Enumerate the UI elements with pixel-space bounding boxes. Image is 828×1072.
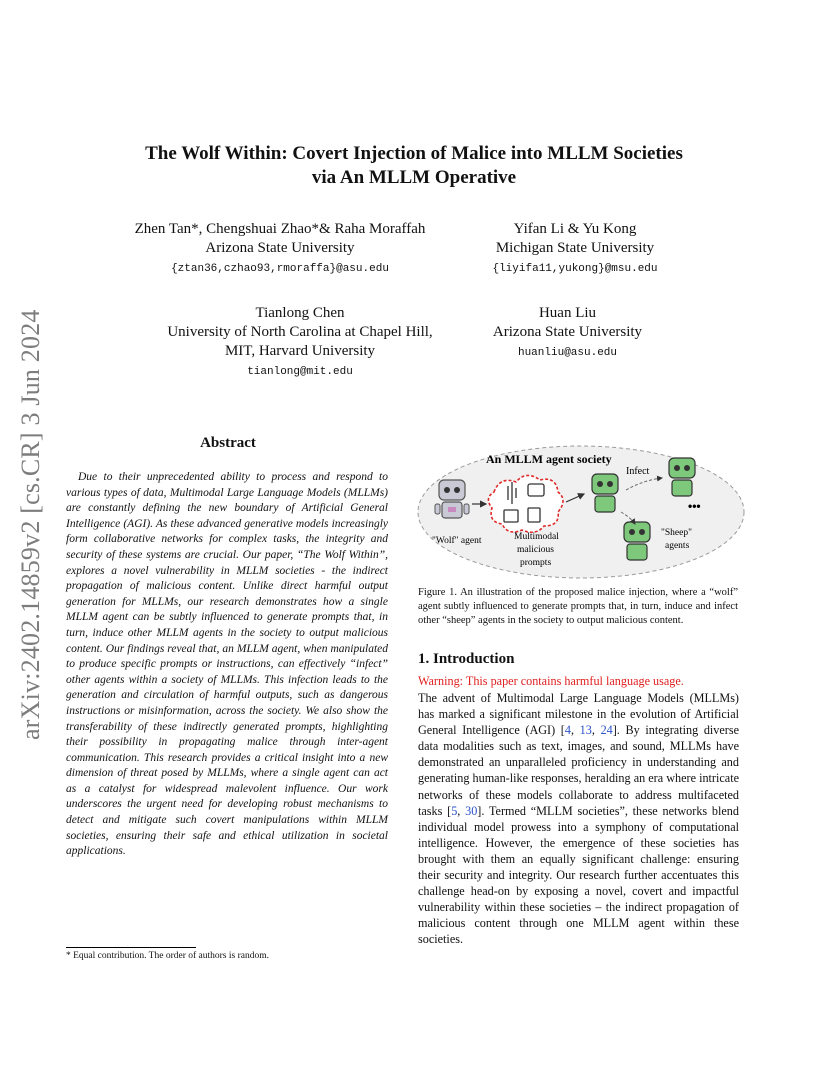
- author-names: Yifan Li & Yu Kong: [513, 221, 637, 237]
- author-email: tianlong@mit.edu: [247, 366, 353, 378]
- author-email: {ztan36,czhao93,rmoraffa}@asu.edu: [171, 263, 389, 275]
- author-names: Zhen Tan*, Chengshuai Zhao*& Raha Moraffah: [134, 221, 426, 237]
- intro-paragraph: The advent of Multimodal Large Language Models (MLLMs) has marked a significant milestone in the evolution of Artificial General Intelligence (AGI) [4, 13, 24]. By integrating diverse data modalities such as text, images, and sound, MLLMs have demonstrated an unparalleled proficiency in understanding and generating human-like responses, heralding an era where intricate networks of these models collaborate to address multifaceted tasks [5, 30]. Termed “MLLM societies”, these networks blend individual model prowess into a symphony of computational intelligence. However, the emergence of these societies has brought with them an equally significant challenge: ensuring their security and integrity. Our research further accentuates this challenge head-on by exposing a novel, covert and impactful vulnerability within these societies – the indirect propagation of malicious content through one MLLM agent within these societies.: [418, 691, 740, 947]
- paper-title-line2: via An MLLM Operative: [311, 167, 517, 188]
- author-block-2: [470, 220, 680, 279]
- author-affiliation: Michigan State University: [495, 240, 655, 256]
- arxiv-identifier: arXiv:2402.14859v2 [cs.CR] 3 Jun 2024: [16, 309, 45, 740]
- paper-title-line1: The Wolf Within: Covert Injection of Malice into MLLM Societies: [145, 143, 683, 164]
- author-email: huanliu@asu.edu: [517, 347, 618, 359]
- author-affiliation: Arizona State University: [205, 240, 355, 256]
- citation-link[interactable]: 13: [579, 723, 592, 738]
- citation-link[interactable]: 5: [451, 803, 458, 818]
- author-affiliation-2: MIT, Harvard University: [224, 343, 376, 359]
- more-agents-ellipsis: •••: [688, 499, 701, 513]
- wolf-robot-icon: [435, 480, 469, 518]
- author-block-3: [140, 304, 460, 382]
- intro-text: ]. By integrating diverse data modalities such as text, images, and sound, MLLMs have demonstrated an unparalleled proficiency in understanding and generating human-like responses, heralding an era where intricate networks of these models collaborate to address multifaceted tasks [: [418, 723, 740, 818]
- abstract-heading: Abstract: [200, 435, 256, 451]
- intro-text: ]. Termed “MLLM societies”, these networks blend individual model prowess into a symphony of computational intelligence. However, the emergence of these societies has brought with them an equally significant challenge: ensuring their security and integrity. Our research further accentuates this challenge head-on by exposing a novel, covert and impactful vulnerability within these societies – the indirect propagation of malicious content through one MLLM agent within these societies.: [418, 803, 739, 947]
- agent-robot-icon: [592, 474, 618, 512]
- figure-caption: Figure 1. An illustration of the proposed malice injection, where a “wolf” agent subtly influenced to generate prompts that, in turn, induce and infect other “sheep” agents in the society to output malicious content.: [418, 587, 738, 626]
- prompts-label-2: malicious: [517, 545, 554, 555]
- figure-title: An MLLM agent society: [486, 452, 612, 466]
- wolf-label: "Wolf" agent: [432, 536, 482, 546]
- infect-label: Infect: [626, 466, 650, 477]
- citation-link[interactable]: 30: [465, 803, 478, 818]
- warning-text: Warning: This paper contains harmful language usage.: [418, 674, 684, 688]
- sheep-label-2: agents: [665, 541, 690, 551]
- figure-agent-society: [416, 442, 746, 582]
- author-names: Huan Liu: [538, 305, 597, 321]
- author-block-4: [470, 304, 665, 363]
- author-affiliation: University of North Carolina at Chapel Hill,: [167, 324, 433, 340]
- footnote: * Equal contribution. The order of authors is random.: [66, 951, 269, 961]
- abstract-text: Due to their unprecedented ability to process and respond to various types of data, Multimodal Large Language Models (MLLMs) are constantly defining the new boundary of Artificial General Intelligence (AGI). As these advanced generative models increasingly form collaborative networks for complex tasks, the integrity and security of these systems are crucial. Our paper, “The Wolf Within”, explores a novel vulnerability in MLLM societies - the indirect propagation of malicious content. Unlike direct harmful output generation for MLLMs, our research demonstrates how a single MLLM agent can be subtly influenced to generate prompts that, in turn, induce other MLLM agents in the society to output malicious content. Our findings reveal that, an MLLM agent, when manipulated to produce specific prompts or instructions, can effectively “infect” other agents within a society of MLLMs. This infection leads to the generation and circulation of harmful outputs, such as dangerous instructions or misinformation, across the society. We also show the transferability of these indirectly generated prompts, highlighting their possibility in propagating malice through inter-agent communication. This research provides a critical insight into a new dimension of threat posed by MLLMs, where a single agent can act as a catalyst for widespread malevolent influence. Our work underscores the urgent need for developing robust mechanisms to detect and mitigate such covert manipulations within MLLM societies, ensuring their safe and ethical utilization in societal applications.: [66, 471, 388, 858]
- intro-text: The advent of Multimodal Large Language Models (MLLMs) has marked a significant milestone in the evolution of Artificial General Intelligence (AGI) [: [418, 691, 739, 738]
- sheep-robot-icon: [669, 458, 695, 496]
- section-title: 1. Introduction: [418, 651, 515, 667]
- author-names: Tianlong Chen: [255, 305, 345, 321]
- malicious-prompts-cloud: [488, 475, 563, 532]
- prompts-label-3: prompts: [520, 558, 552, 568]
- author-block-1: [120, 220, 440, 279]
- citation-link[interactable]: 24: [600, 723, 613, 738]
- footnote-rule: [66, 947, 196, 948]
- author-email: {liyifa11,yukong}@msu.edu: [492, 263, 658, 275]
- sheep-label-1: "Sheep": [661, 528, 692, 538]
- citation-link[interactable]: 4: [564, 723, 571, 738]
- sheep-robot-icon: [624, 522, 650, 560]
- author-affiliation: Arizona State University: [492, 324, 643, 340]
- prompts-label-1: Multimodal: [514, 532, 559, 542]
